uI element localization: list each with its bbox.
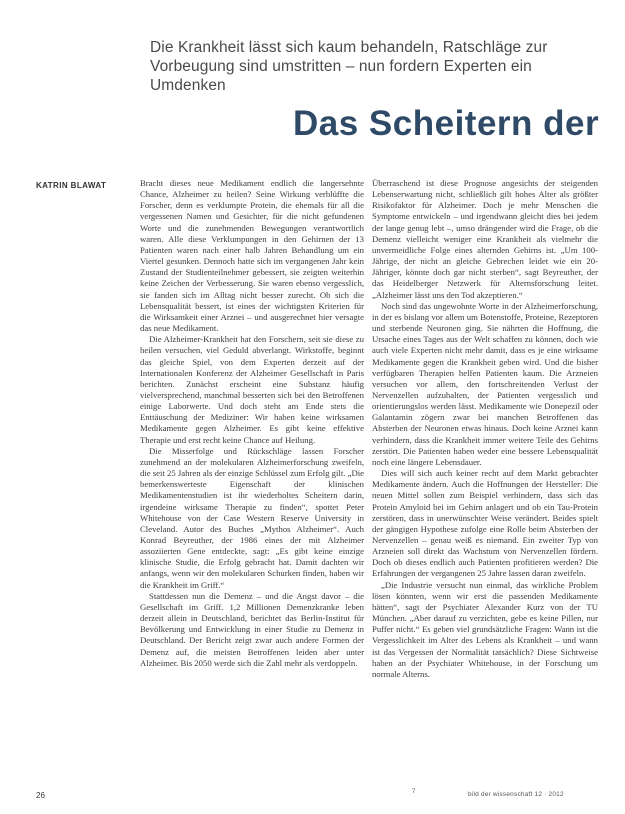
author-byline: KATRIN BLAWAT (36, 181, 107, 190)
paragraph: Noch sind das ungewohnte Worte in der Alzheimerforschung, in der es bislang vor allem um Botenstoffe, Proteine, Rezeptoren und sterbende Neuronen ging. Sie nährten die Hoffnung, die Ursache eines Tages aus der Welt schaffen zu können, doch wie auch viele Experten nicht mehr damit, dass es je eine wirksame Medikamente gegen die Krankheit geben wird. Und die bisher verfügbaren Therapien helfen Patienten kaum. Die Arzneien versuchen vor allem, den fortschreitenden Verlust der Nervenzellen aufzuhalten, der Patienten vergesslich und orientierungslos werden lässt. Medikamente wie Donepezil oder Galantamin zögern zwar bei manchen Betroffenen das Absterben der Neuronen etwas hinaus. Doch keine Arznei kann verhindern, dass die Krankheit immer weitere Teile des Gehirns zerstört. Die Patienten haben weder eine bessere Lebensqualität noch eine längere Lebensdauer. (372, 300, 598, 467)
paragraph: Bracht dieses neue Medikament endlich die langersehnte Chance, Alzheimer zu heilen? Seine Wirkung verblüffte die Forscher, denn es verklumpte Protein, die ehemals für all die vergessenen Namen und Gesichter, für die nicht gefundenen Worte und die zunehmenden Bewegungen verantwortlich waren. Alle diese Verklumpungen in den Gehirnen der 13 Patienten waren nach einer halb Jahren Behandlung um ein Viertel gesunken. Dennoch hatte sich im vergangenen Jahr kein Zustand der Studienteilnehmer gebessert, sie zeigten weiterhin keine Zeichen der Verbesserung. Sie waren ebenso vergesslich, sie fanden sich im Alltag nicht besser zurecht. Ob sich die Lebensqualität bessert, ist eines der wichtigsten Kriterien für die Wirksamkeit einer Arznei – und ausgerechnet hier versagte das neue Medikament. (140, 178, 364, 334)
paragraph: Überraschend ist diese Prognose angesichts der steigenden Lebenserwartung nicht, schließlich gilt hohes Alter als größter Risikofaktor für Alzheimer. Doch je mehr Menschen die Symptome entwickeln – und irgendwann gleicht dies bei jedem der lange genug lebt –, umso drängender wird die Frage, ob die Demenz vielleicht weniger eine Krankheit als vielmehr die unvermeidliche Folge eines alternden Gehirns ist. „Um 100-Jährige, der nicht an gleiche Gebrechen leidet wie ein 20-Jähriger, könnte doch gar nicht sterben“, sagt Beyreuther, der das Heidelberger Netzwerk für Alternsforschung leitet. „Alzheimer lässt uns den Tod akzeptieren.“ (372, 178, 598, 300)
paragraph: Die Misserfolge und Rückschläge lassen Forscher zunehmend an der molekularen Alzheimerforschung zweifeln, die seit 25 Jahren als der einzige Schlüssel zum Erfolg gilt. „Die bemerkenswerteste Eigenschaft der klinischen Medikamentenstudien ist ihr wiederholtes Scheitern darin, irgendeine wirksame Therapie zu finden“, spottet Peter Whitehouse von der Case Western Reserve University in Cleveland. Autor des Buches „Mythos Alzheimer“. Auch Konrad Beyreuther, der 1986 eines der mit Alzheimer assoziierten Gene entdeckte, sagt: „Es gibt keine einzige klinische Studie, die Erfolg gebracht hat. Damit dachten wir anfangs, wenn wir den molekularen Schurken finden, haben wir die Krankheit im Griff.“ (140, 445, 364, 590)
publication-footer: bild der wissenschaft 12 · 2012 (468, 791, 564, 798)
text-column-1 (140, 178, 364, 669)
paragraph: „Die Industrie versucht nun einmal, das wirkliche Problem lösen könnten, wenn wir erst die passenden Medikamente hätten“, sagt der Psychiater Alexander Kurz von der TU München. „Aber darauf zu verzichten, gebe es keine Pillen, nur Puffer nicht.“ Es geben viel grundsätzliche Fragen: Wann ist die Vergesslichkeit im Alter des Lebens als Krankheit – und wann ist das Vergessen der Normalität tatsächlich? Diese Sichtweise haben an der Psychiater Whitehouse, in der Forschung um normale Alterns. (372, 579, 598, 679)
article-headline: Das Scheitern der (293, 104, 600, 143)
article-deck: Die Krankheit lässt sich kaum behandeln, Ratschläge zur Vorbeugung sind umstritten – nun fordern Experten ein Umdenken (150, 39, 548, 94)
paragraph: Die Alzheimer-Krankheit hat den Forschern, seit sie diese zu heilen versuchen, viel Geduld abverlangt. Wirkstoffe, beginnt das gleiche Spiel, von dem Experten derzeit auf der Internationalen Konferenz der Alzheimer Gesellschaft in Paris berichten. Zunächst erscheint eine Substanz häufig vielversprechend, manchmal besserten sich bei den Betroffenen einige Laborwerte. Und doch steht am Ende stets die Enttäuschung der Mediziner: Wir haben keine wirksamen Medikamente gegen Alzheimer. Es gibt keine effektive Therapie und erst recht keine Chance auf Heilung. (140, 334, 364, 445)
paragraph: Dies will sich auch keiner recht auf dem Markt gebrachter Medikamente ändern. Auch die Hoffnungen der Hersteller: Die neuen Mittel sollen zum Beispiel verhindern, dass sich das Protein Amyloid bei im Gehirn anlagert und ob ein Tau-Protein zerstören, dass in unerwünschter Weise verändert. Beides spielt der gängigen Hypothese zufolge eine Rolle beim Absterben der Nervenzellen – genau weiß es niemand. Ein zweiter Typ von Arzneien soll direkt das Wachstum von Nervenzellen fördern. Doch ob dieses endlich auch Patienten profitieren werden? Die Erfahrungen der vergangenen 25 Jahre lassen daran zweifeln. (372, 468, 598, 579)
footer-marker: 7 (412, 789, 416, 795)
page-number: 26 (36, 791, 45, 800)
paragraph: Stattdessen nun die Demenz – und die Angst davor – die Gesellschaft im Griff. 1,2 Millionen Demenzkranke leben derzeit allein in Deutschland, berichtet das Berlin-Institut für Bevölkerung und Entwicklung in einer Studie zu Demenz in Deutschland. Der Bericht zeigt zwar auch andere Formen der Demenz auf, die meisten Betroffenen leiden aber unter Alzheimer. Bis 2050 werde sich die Zahl mehr als verdoppeln. (140, 590, 364, 668)
text-column-2 (372, 178, 598, 680)
